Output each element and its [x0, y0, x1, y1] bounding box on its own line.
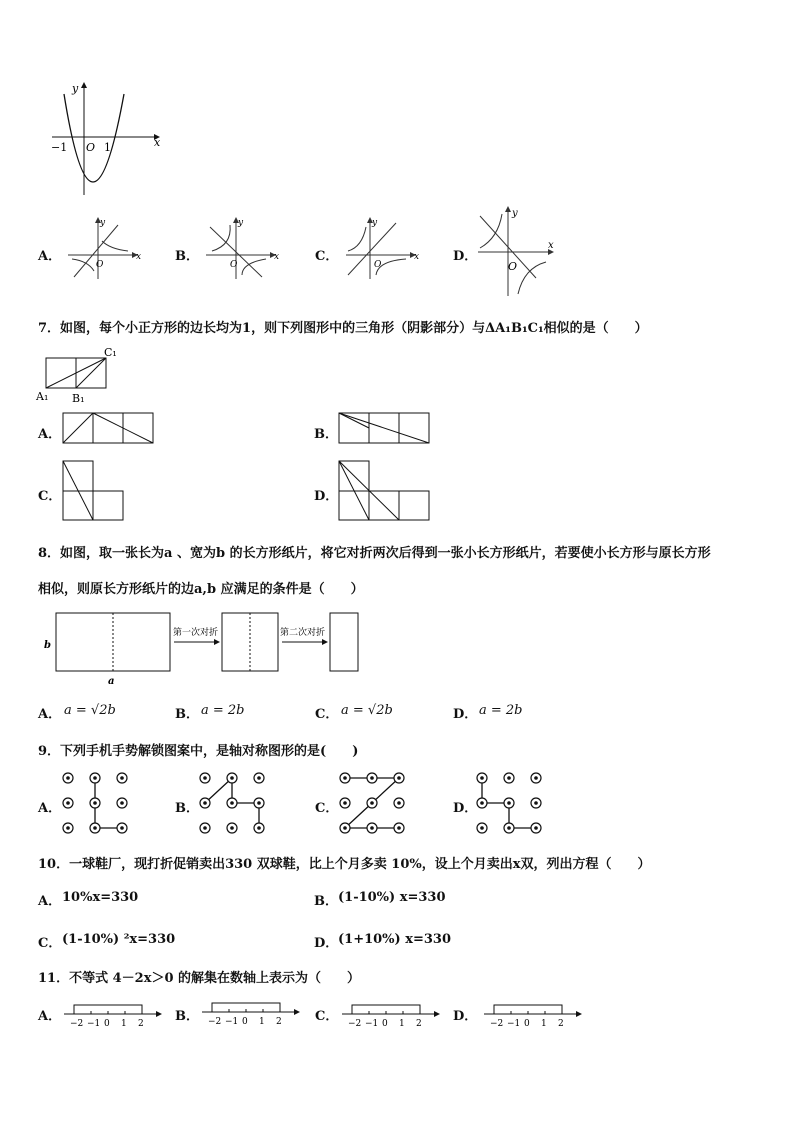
- q7-option-a-label[interactable]: A．: [38, 427, 62, 442]
- number-line-tick-label: 1: [259, 1017, 265, 1027]
- q11-option-a-numberline[interactable]: [62, 996, 166, 1030]
- number-line-tick-label: 0: [524, 1019, 530, 1029]
- number-line-tick-label: 2: [416, 1019, 422, 1029]
- q8-option-c-value: a = √2b: [341, 703, 393, 718]
- q10-option-d-label[interactable]: D．: [314, 936, 339, 951]
- number-line-tick-label: −2: [490, 1019, 504, 1029]
- number-line-tick-label: −2: [208, 1017, 222, 1027]
- q6-option-c-label[interactable]: C．: [315, 249, 339, 264]
- q9-stem: 9．下列手机手势解锁图案中，是轴对称图形的是( ): [38, 744, 359, 759]
- q11-option-a-label[interactable]: A．: [38, 1009, 62, 1024]
- q6-option-a-label[interactable]: A．: [38, 249, 62, 264]
- q9-option-c-pattern[interactable]: [337, 770, 407, 836]
- q8-stem-line1: 8．如图，取一张长为a 、宽为b 的长方形纸片，将它对折两次后得到一张小长方形纸片，若要使小长方形与原长方形: [38, 546, 711, 561]
- number-line-tick-label: 2: [276, 1017, 282, 1027]
- q6-option-c-y: y: [372, 218, 378, 228]
- q8-b-label: b: [44, 640, 51, 651]
- number-line-tick-label: 2: [138, 1019, 144, 1029]
- q6-graph-origin-label: O: [86, 141, 96, 154]
- q7-option-a-figure[interactable]: [62, 412, 156, 444]
- q7-a1-label: A₁: [36, 390, 49, 403]
- q9-option-d-pattern[interactable]: [474, 770, 544, 836]
- q8-fold2-label: 第二次对折: [280, 628, 326, 638]
- number-line-tick-label: −2: [70, 1019, 84, 1029]
- q6-option-a-x: x: [136, 252, 142, 262]
- q9-option-c-label[interactable]: C．: [315, 801, 339, 816]
- q8-option-b-value: a = 2b: [201, 703, 245, 718]
- number-line-tick-label: −1: [507, 1019, 521, 1029]
- q6-parabola-graph: [44, 80, 174, 198]
- q6-graph-x-label: x: [154, 136, 161, 149]
- number-line-tick-label: 1: [399, 1019, 405, 1029]
- q7-option-c-label[interactable]: C．: [38, 489, 62, 504]
- q11-option-b-label[interactable]: B．: [175, 1009, 199, 1024]
- number-line-tick-label: −1: [365, 1019, 379, 1029]
- q6-option-b-y: y: [238, 218, 244, 228]
- q6-option-b-label[interactable]: B．: [175, 249, 199, 264]
- q8-option-a-value: a = √2b: [64, 703, 116, 718]
- q9-option-a-pattern[interactable]: [60, 770, 130, 836]
- q6-option-a-o: O: [96, 260, 104, 270]
- number-line-tick-label: 1: [121, 1019, 127, 1029]
- q8-option-b-label[interactable]: B．: [175, 707, 199, 722]
- q6-option-c-graph[interactable]: [340, 215, 424, 281]
- number-line-tick-label: 1: [541, 1019, 547, 1029]
- q7-option-d-label[interactable]: D．: [314, 489, 339, 504]
- q11-stem: 11．不等式 4－2x＞0 的解集在数轴上表示为（ ）: [38, 971, 361, 986]
- q8-option-c-label[interactable]: C．: [315, 707, 339, 722]
- q11-option-c-numberline[interactable]: [340, 996, 444, 1030]
- q6-graph-y-label: y: [72, 82, 79, 95]
- q6-option-d-y: y: [512, 208, 518, 219]
- q7-option-c-figure[interactable]: [62, 460, 126, 522]
- q8-fold1-label: 第一次对折: [173, 628, 219, 638]
- q10-option-d-value: (1+10%) x=330: [338, 932, 451, 947]
- q11-option-c-label[interactable]: C．: [315, 1009, 339, 1024]
- q8-option-d-value: a = 2b: [479, 703, 523, 718]
- q6-option-c-o: O: [374, 260, 382, 270]
- q10-option-c-label[interactable]: C．: [38, 936, 62, 951]
- q6-graph-neg1-label: −1: [51, 141, 68, 154]
- q9-option-a-label[interactable]: A．: [38, 801, 62, 816]
- q9-option-b-pattern[interactable]: [197, 770, 267, 836]
- q6-option-b-o: O: [230, 260, 238, 270]
- q6-option-d-label[interactable]: D．: [453, 249, 478, 264]
- number-line-tick-label: 2: [558, 1019, 564, 1029]
- q10-option-b-value: (1-10%) x=330: [338, 890, 446, 905]
- q6-option-d-o: O: [508, 260, 518, 273]
- q8-folding-figure: [40, 608, 370, 688]
- q6-option-d-graph[interactable]: [474, 204, 558, 298]
- q8-a-label: a: [108, 676, 115, 687]
- q6-option-b-x: x: [274, 252, 280, 262]
- q6-option-c-x: x: [414, 252, 420, 262]
- q10-option-a-label[interactable]: A．: [38, 894, 62, 909]
- q8-option-d-label[interactable]: D．: [453, 707, 478, 722]
- q10-stem: 10．一球鞋厂，现打折促销卖出330 双球鞋，比上个月多卖 10%，设上个月卖出x双，列出方程（ ）: [38, 857, 651, 872]
- number-line-tick-label: 0: [242, 1017, 248, 1027]
- number-line-tick-label: 0: [382, 1019, 388, 1029]
- q11-option-d-numberline[interactable]: [482, 996, 586, 1030]
- q7-stem: 7．如图，每个小正方形的边长均为1，则下列图形中的三角形（阴影部分）与ΔA₁B₁C₁相似的是（ ）: [38, 321, 648, 336]
- q6-graph-one-label: 1: [104, 141, 111, 154]
- q6-option-a-graph[interactable]: [62, 215, 146, 281]
- q11-option-d-label[interactable]: D．: [453, 1009, 478, 1024]
- number-line-tick-label: −1: [87, 1019, 101, 1029]
- q7-option-b-label[interactable]: B．: [314, 427, 338, 442]
- q7-c1-label: C₁: [104, 346, 117, 359]
- number-line-tick-label: −1: [225, 1017, 239, 1027]
- q6-option-a-y: y: [100, 218, 106, 228]
- q8-stem-line2: 相似，则原长方形纸片的边a,b 应满足的条件是（ ）: [38, 582, 364, 597]
- q9-option-b-label[interactable]: B．: [175, 801, 199, 816]
- q8-option-a-label[interactable]: A．: [38, 707, 62, 722]
- q9-option-d-label[interactable]: D．: [453, 801, 478, 816]
- q10-option-a-value: 10%x=330: [62, 890, 139, 905]
- q6-option-b-graph[interactable]: [200, 215, 284, 281]
- q11-option-b-numberline[interactable]: [200, 994, 304, 1028]
- q6-option-d-x: x: [548, 240, 554, 251]
- q7-b1-label: B₁: [72, 392, 85, 404]
- q10-option-c-value: (1-10%) ²x=330: [62, 932, 176, 947]
- q7-option-d-figure[interactable]: [338, 460, 432, 522]
- q7-option-b-figure[interactable]: [338, 412, 432, 444]
- number-line-tick-label: −2: [348, 1019, 362, 1029]
- q10-option-b-label[interactable]: B．: [314, 894, 338, 909]
- number-line-tick-label: 0: [104, 1019, 110, 1029]
- q7-reference-figure: [34, 344, 124, 404]
